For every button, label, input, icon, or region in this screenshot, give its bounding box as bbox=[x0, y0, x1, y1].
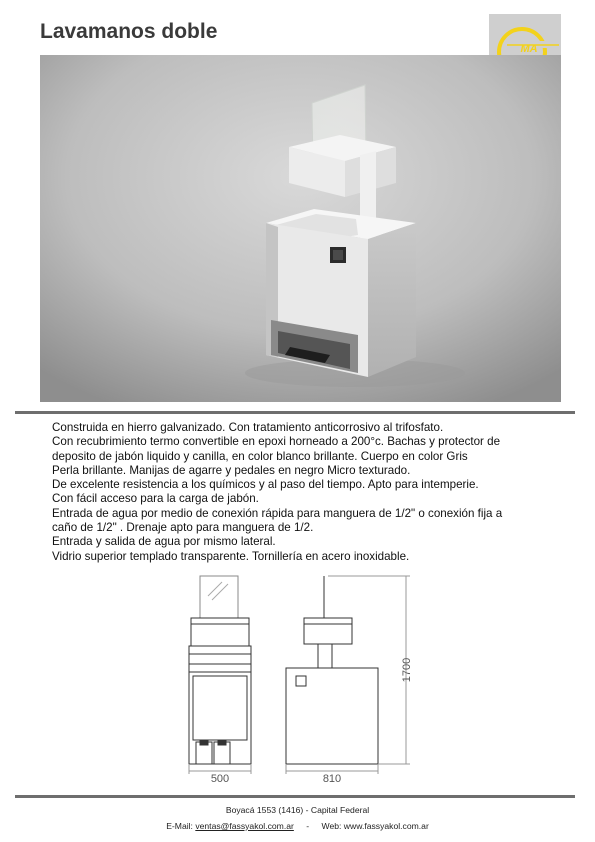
description-line: deposito de jabón liquido y canilla, en color blanco brillante. Cuerpo en color Gris bbox=[52, 449, 468, 463]
description-line: Entrada y salida de agua por mismo lateral. bbox=[52, 535, 276, 549]
description-line: Construida en hierro galvanizado. Con tratamiento anticorrosivo al trifosfato. bbox=[52, 421, 444, 434]
product-description bbox=[52, 421, 552, 564]
technical-drawing-icon bbox=[170, 568, 430, 786]
description-line: Entrada de agua por medio de conexión rápida para manguera de 1/2" o conexión fija a bbox=[52, 506, 503, 520]
description-line: caño de 1/2" . Drenaje apto para manguera de 1/2. bbox=[52, 521, 314, 535]
description-line: Vidrio superior templado transparente. Tornillería en acero inoxidable. bbox=[52, 549, 410, 563]
footer-contact bbox=[0, 821, 595, 831]
email-link[interactable]: ventas@fassyakol.com.ar bbox=[195, 821, 294, 831]
description-line: De excelente resistencia a los químicos y al paso del tiempo. Apto para intemperie. bbox=[52, 478, 479, 492]
technical-drawing bbox=[170, 568, 430, 786]
email-label: E-Mail: bbox=[166, 821, 193, 831]
logo-text-top: MA bbox=[520, 43, 538, 55]
page-title: Lavamanos doble bbox=[40, 20, 218, 43]
handwash-station-render-icon bbox=[40, 55, 561, 402]
description-line: Con recubrimiento termo convertible en epoxi horneado a 200°c. Bachas y protector de bbox=[52, 435, 501, 449]
description-line: Perla brillante. Manijas de agarre y pedales en negro Micro texturado. bbox=[52, 463, 411, 477]
web-text: Web: www.fassyakol.com.ar bbox=[321, 821, 429, 831]
footer-separator: - bbox=[306, 821, 310, 831]
top-divider bbox=[15, 411, 575, 414]
bottom-divider bbox=[15, 795, 575, 798]
height-dimension-label: 1700 bbox=[401, 657, 413, 683]
depth-dimension-label: 810 bbox=[322, 773, 342, 785]
product-photo bbox=[40, 55, 561, 402]
width-dimension-label: 500 bbox=[210, 773, 230, 785]
footer-address: Boyacá 1553 (1416) - Capital Federal bbox=[225, 805, 370, 815]
description-line: Con fácil acceso para la carga de jabón. bbox=[52, 492, 259, 506]
